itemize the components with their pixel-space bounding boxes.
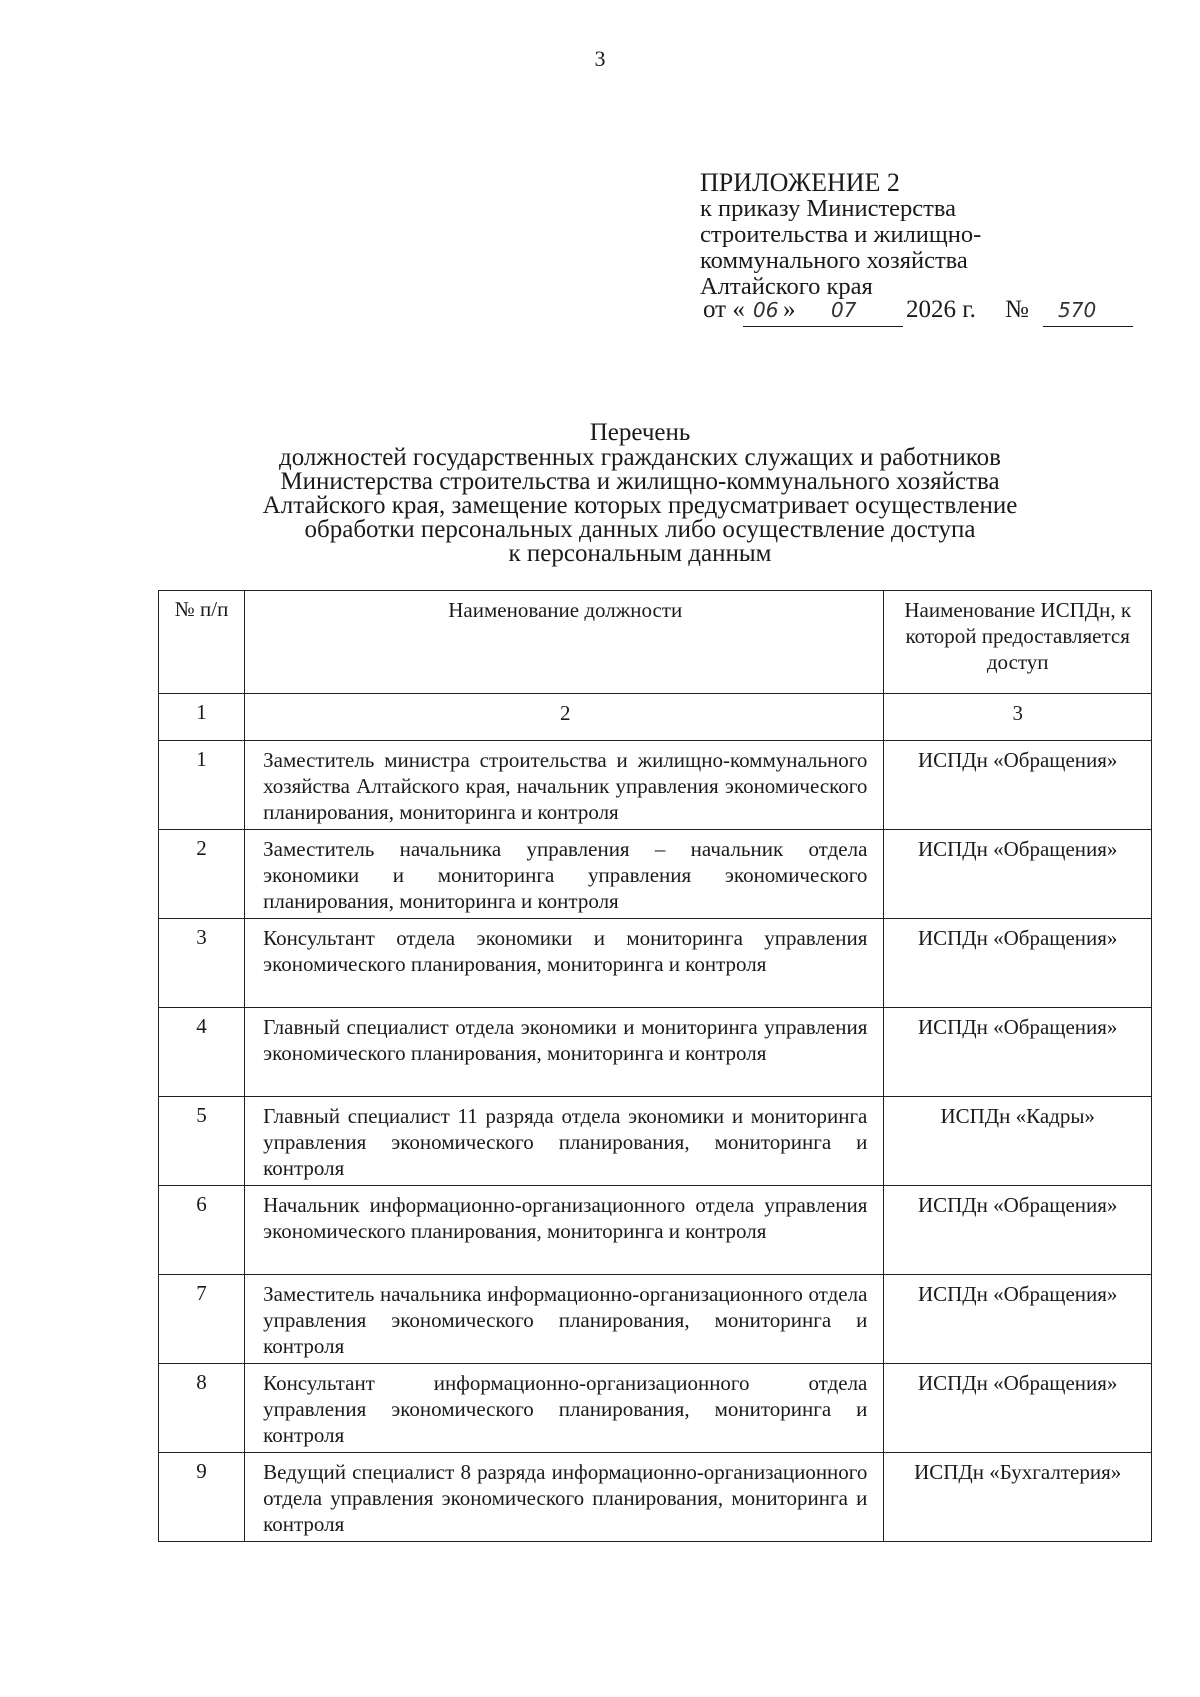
appendix-line: к приказу Министерства [700,195,956,222]
row-position: Начальник информационно-организационного отдела управления экономического планирования, мониторинга и контроля [245,1186,884,1275]
order-number: 570 [1058,298,1097,322]
order-year: 2026 г. [906,296,976,323]
row-position: Консультант информационно-организационного отдела управления экономического планирования, мониторинга и контроля [245,1364,884,1453]
row-ispdn: ИСПДн «Обращения» [884,1364,1152,1453]
column-number: 1 [159,694,245,741]
table-row [159,830,1152,919]
row-number: 7 [159,1275,245,1364]
document-title-line: обработки персональных данных либо осуществление доступа [304,516,976,543]
row-ispdn: ИСПДн «Обращения» [884,1186,1152,1275]
table-row [159,741,1152,830]
row-number: 4 [159,1008,245,1097]
order-number-sign: № [1005,296,1029,323]
row-number: 1 [159,741,245,830]
positions-table [158,590,1152,1542]
date-underline [743,326,903,327]
table-header-row [159,591,1152,694]
row-ispdn: ИСПДн «Бухгалтерия» [884,1453,1152,1542]
row-position: Ведущий специалист 8 разряда информационно-организационного отдела управления экономического планирования, мониторинга и контроля [245,1453,884,1542]
row-number: 6 [159,1186,245,1275]
document-title-line: Алтайского края, замещение которых предусматривает осуществление [262,492,1018,519]
row-position: Консультант отдела экономики и мониторинга управления экономического планирования, мониторинга и контроля [245,919,884,1008]
row-number: 2 [159,830,245,919]
document-title-line: к персональным данным [508,540,772,567]
row-number: 9 [159,1453,245,1542]
document-title-line: Министерства строительства и жилищно-коммунального хозяйства [280,468,1000,495]
appendix-block [700,170,1130,300]
appendix-line: коммунального хозяйства [700,247,968,274]
header-number: № п/п [159,591,245,694]
row-position: Заместитель министра строительства и жилищно-коммунального хозяйства Алтайского края, начальник управления экономического планирования, мониторинга и контроля [245,741,884,830]
row-number: 5 [159,1097,245,1186]
row-ispdn: ИСПДн «Обращения» [884,830,1152,919]
column-number-row [159,694,1152,741]
table-row [159,1008,1152,1097]
row-ispdn: ИСПДн «Обращения» [884,741,1152,830]
row-position: Заместитель начальника информационно-организационного отдела управления экономического планирования, мониторинга и контроля [245,1275,884,1364]
document-title-main: Перечень [589,419,691,446]
table-row [159,1364,1152,1453]
row-number: 8 [159,1364,245,1453]
order-day: 06 [753,298,779,322]
appendix-line: Алтайского края [700,273,873,300]
page-number: 3 [594,46,606,71]
row-position: Главный специалист отдела экономики и мониторинга управления экономического планирования, мониторинга и контроля [245,1008,884,1097]
order-close-quote: » [783,296,796,323]
column-number: 2 [245,694,884,741]
row-position: Главный специалист 11 разряда отдела экономики и мониторинга управления экономического планирования, мониторинга и контроля [245,1097,884,1186]
row-position: Заместитель начальника управления – начальник отдела экономики и мониторинга управления экономического планирования, мониторинга и контроля [245,830,884,919]
column-number: 3 [884,694,1152,741]
order-prefix: от « [703,296,745,323]
number-underline [1043,326,1133,327]
order-month: 07 [831,298,857,322]
row-ispdn: ИСПДн «Обращения» [884,919,1152,1008]
header-ispdn: Наименование ИСПДн, к которой предоставляется доступ [884,591,1152,694]
row-number: 3 [159,919,245,1008]
appendix-line: строительства и жилищно- [700,221,982,248]
header-position: Наименование должности [245,591,884,694]
appendix-title: ПРИЛОЖЕНИЕ 2 [700,168,900,197]
table-row [159,919,1152,1008]
table-row [159,1186,1152,1275]
document-title [160,421,1120,566]
table-row [159,1275,1152,1364]
table-row [159,1097,1152,1186]
table-row [159,1453,1152,1542]
row-ispdn: ИСПДн «Обращения» [884,1008,1152,1097]
row-ispdn: ИСПДн «Кадры» [884,1097,1152,1186]
document-title-line: должностей государственных гражданских служащих и работников [279,444,1001,471]
order-date-number [703,296,1143,330]
row-ispdn: ИСПДн «Обращения» [884,1275,1152,1364]
